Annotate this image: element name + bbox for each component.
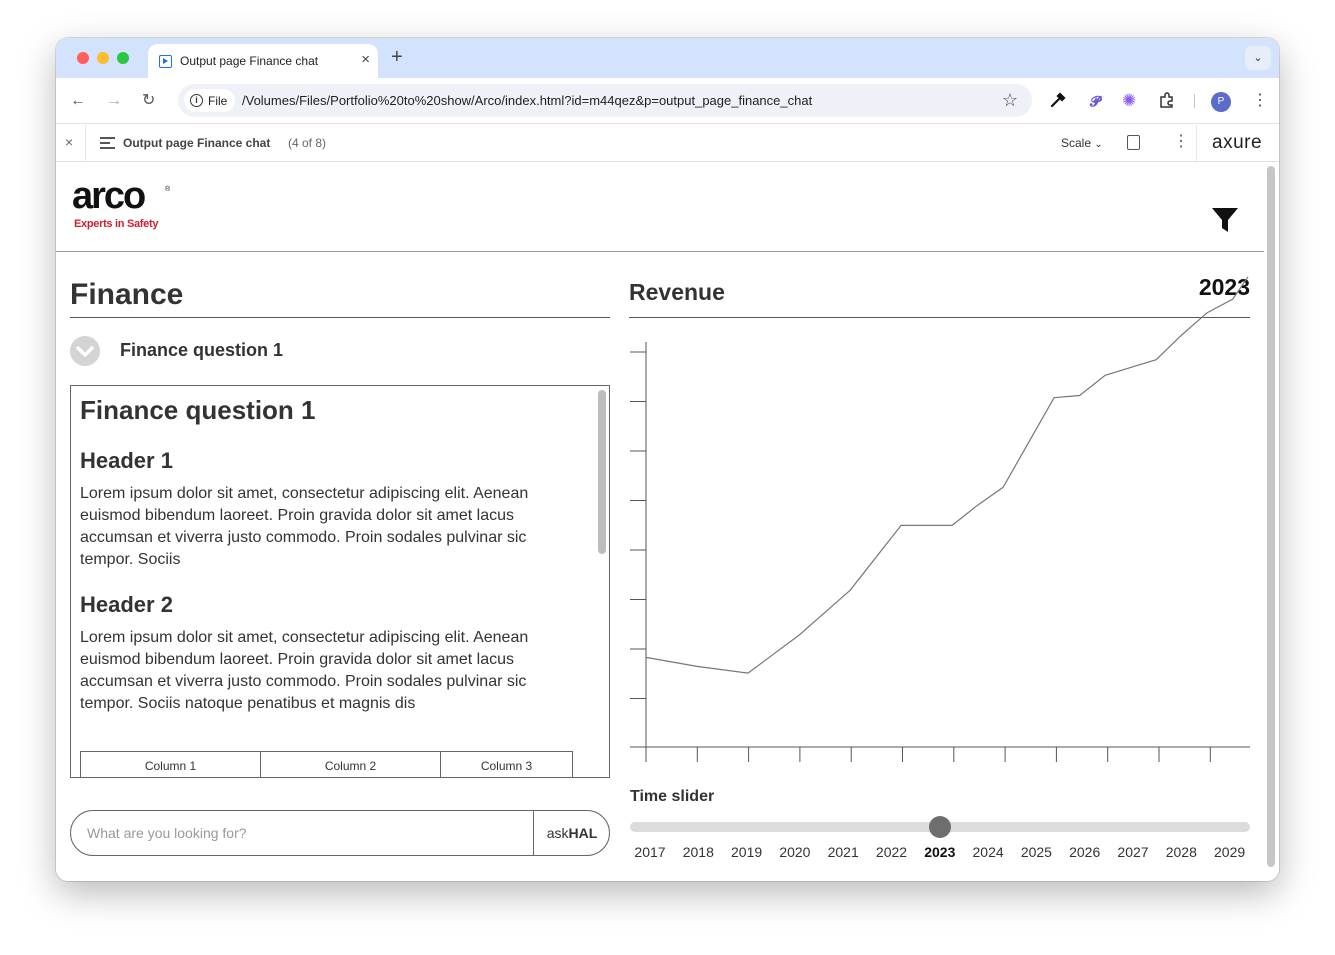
eyedropper-extension-icon[interactable] xyxy=(1049,91,1067,115)
logo-registered-mark: ® xyxy=(165,186,171,193)
logo-tagline: Experts in Safety xyxy=(74,218,159,230)
slider-year-label[interactable]: 2022 xyxy=(875,844,908,860)
site-info-chip[interactable] xyxy=(184,89,235,112)
page-scrollbar[interactable] xyxy=(1267,166,1275,867)
search-input[interactable] xyxy=(71,811,533,855)
accordion-label[interactable]: Finance question 1 xyxy=(120,340,284,360)
tab-search-chevron-icon[interactable]: ⌄ xyxy=(1245,46,1271,70)
revenue-series-line xyxy=(646,277,1248,673)
revenue-title: Revenue xyxy=(629,279,725,305)
table-header-cell: Column 1 xyxy=(81,752,261,778)
slider-year-label[interactable]: 2029 xyxy=(1214,844,1246,860)
back-arrow-icon[interactable]: ← xyxy=(70,92,86,109)
url-text[interactable]: /Volumes/Files/Portfolio%20to%20show/Arco/index.html?id=m44qez&p=output_page_finance_chat xyxy=(242,93,813,108)
new-tab-button[interactable]: + xyxy=(391,46,403,68)
slider-year-label[interactable]: 2026 xyxy=(1069,844,1101,860)
toolbar-separator xyxy=(1194,94,1195,108)
answer-header-1: Header 1 xyxy=(80,448,173,473)
table-header-cell: Column 3 xyxy=(480,759,533,773)
slider-year-label[interactable]: 2017 xyxy=(634,844,666,860)
site-label: File xyxy=(208,93,228,108)
x-extension-icon[interactable]: 𝓟 xyxy=(1090,93,1101,109)
axure-logo: axure xyxy=(1212,132,1263,153)
maximize-window-button[interactable] xyxy=(117,52,129,64)
slider-year-label[interactable]: 2019 xyxy=(731,844,763,860)
time-slider-thumb[interactable] xyxy=(929,816,951,838)
answer-paragraph-1: Lorem ipsum dolor sit amet, consectetur adipiscing elit. Aenean euismod bibendum laoreet. Proin gravida dolor sit amet lacus accumsan et viverra justo commodo. Proin sodales pulvinar sic tempor. Sociis xyxy=(80,485,529,568)
arco-logo: arco xyxy=(72,175,145,217)
answer-header-2: Header 2 xyxy=(80,592,173,617)
axure-divider xyxy=(1196,125,1197,162)
prototype-viewport xyxy=(56,162,1279,881)
answer-title: Finance question 1 xyxy=(80,395,316,425)
axure-close-icon[interactable]: × xyxy=(65,134,74,150)
slider-year-label[interactable]: 2025 xyxy=(1020,844,1052,860)
askhal-button-prefix: ask xyxy=(546,825,569,841)
slider-year-label[interactable]: 2020 xyxy=(779,844,811,860)
extensions-puzzle-icon[interactable] xyxy=(1158,91,1176,115)
minimize-window-button[interactable] xyxy=(97,52,109,64)
slider-year-label[interactable]: 2027 xyxy=(1117,844,1149,860)
slider-year-label[interactable]: 2028 xyxy=(1165,844,1197,860)
askhal-button[interactable] xyxy=(533,811,610,855)
address-bar[interactable] xyxy=(178,84,1032,117)
axure-page-count: (4 of 8) xyxy=(288,136,327,150)
slider-year-label[interactable]: 2018 xyxy=(682,844,714,860)
profile-avatar[interactable]: P xyxy=(1211,92,1231,112)
scale-label: Scale xyxy=(1061,136,1092,150)
forward-arrow-icon[interactable]: → xyxy=(106,92,122,109)
answer-paragraph-2: Lorem ipsum dolor sit amet, consectetur adipiscing elit. Aenean euismod bibendum laoreet. Proin gravida dolor sit amet lacus accumsan et viverra justo commodo. Proin sodales pulvinar sic tempor. Sociis natoque penatibus et magnis dis xyxy=(80,629,529,712)
finance-title: Finance xyxy=(70,278,184,311)
axure-more-icon[interactable]: ⋮ xyxy=(1173,133,1189,150)
browser-window xyxy=(56,38,1279,881)
gear-extension-icon[interactable]: ✺ xyxy=(1122,91,1137,110)
close-window-button[interactable] xyxy=(77,52,89,64)
browser-menu-icon[interactable]: ⋮ xyxy=(1252,92,1268,109)
axure-divider xyxy=(85,125,86,162)
info-icon: i xyxy=(190,94,203,107)
axure-favicon-icon xyxy=(159,55,172,68)
table-header-cell: Column 2 xyxy=(261,752,441,778)
selected-year: 2023 xyxy=(1198,274,1250,300)
browser-toolbar xyxy=(56,78,1279,124)
slider-year-label[interactable]: 2023 xyxy=(924,844,956,860)
slider-year-label[interactable]: 2021 xyxy=(827,844,859,860)
chevron-down-icon: ⌄ xyxy=(1094,139,1103,150)
time-slider-label: Time slider xyxy=(630,788,715,805)
notes-document-icon[interactable] xyxy=(1127,135,1140,150)
tab-title: Output page Finance chat xyxy=(180,54,319,68)
askhal-search-bar xyxy=(70,810,610,856)
revenue-line-chart xyxy=(56,162,1264,782)
page-list-icon[interactable] xyxy=(100,137,115,149)
askhal-button-bold: HAL xyxy=(568,825,598,841)
scale-dropdown[interactable] xyxy=(1061,136,1103,150)
browser-tab[interactable] xyxy=(148,44,378,78)
reload-icon[interactable]: ↻ xyxy=(142,92,156,109)
tab-close-icon[interactable]: × xyxy=(361,51,370,68)
tab-strip xyxy=(56,38,1279,78)
slider-year-label[interactable]: 2024 xyxy=(972,844,1004,860)
axure-page-title[interactable]: Output page Finance chat xyxy=(123,136,271,150)
axure-toolbar xyxy=(56,125,1279,162)
bookmark-star-icon[interactable]: ☆ xyxy=(1001,90,1018,110)
